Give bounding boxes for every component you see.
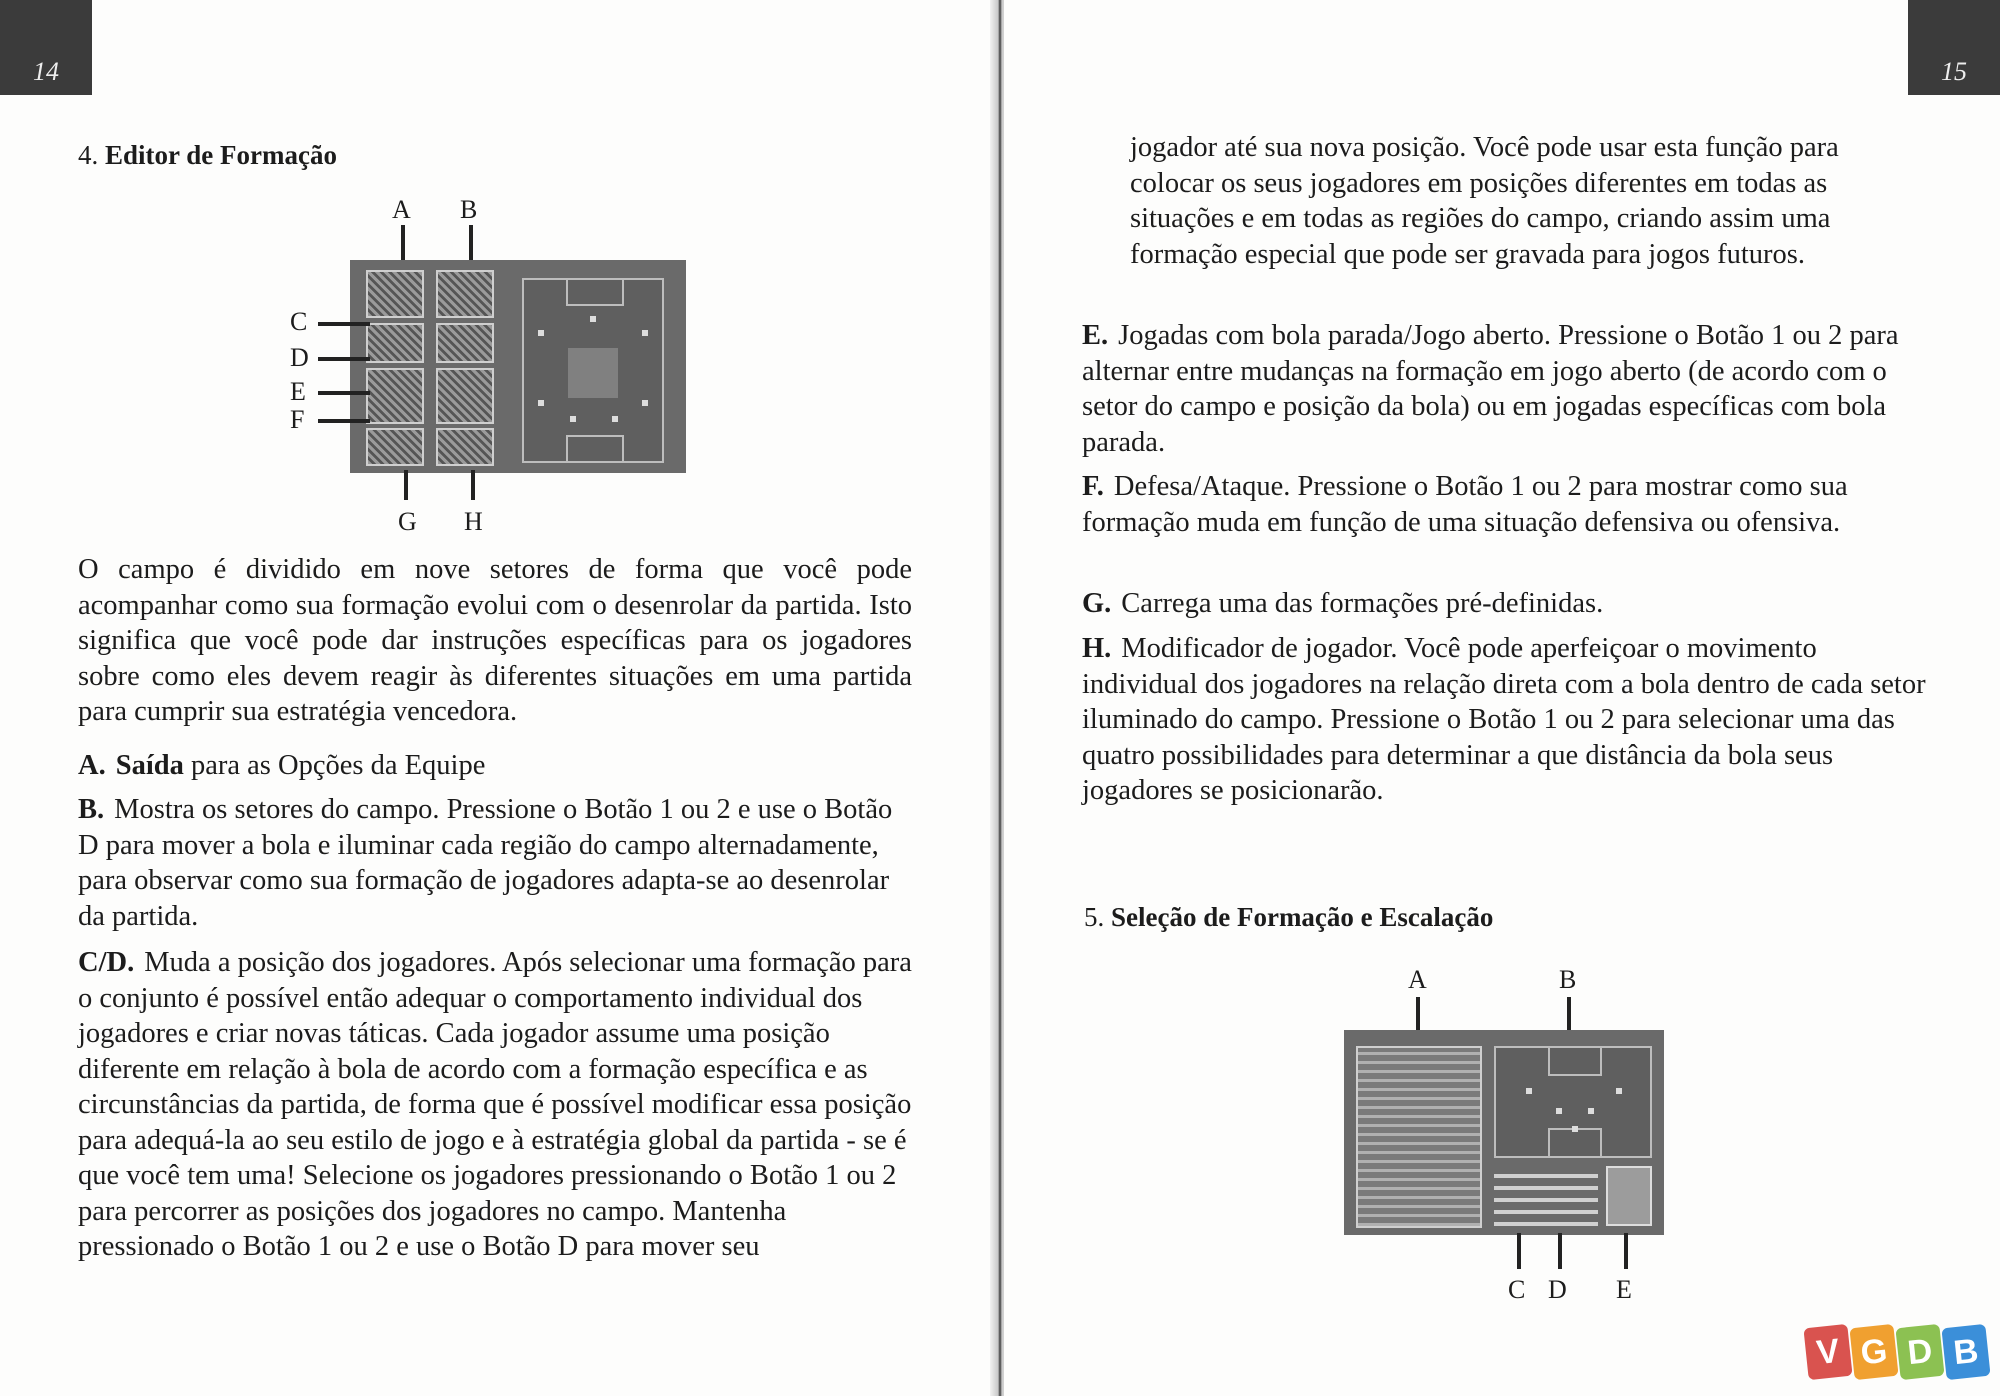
item-b: [78, 792, 918, 934]
label-c: C: [1508, 1275, 1526, 1304]
item-label: A.: [78, 750, 106, 781]
item-text: Mostra os setores do campo. Pressione o Botão 1 ou 2 e use o Botão D para mover a bola e iluminar cada região do campo alternadamente, para observar como sua formação de jogadores adapta-se ao desenrolar da partida.: [78, 794, 893, 932]
item-label: G.: [1082, 588, 1112, 619]
page-number: 14: [0, 0, 92, 95]
watermark-letter: V: [1803, 1324, 1852, 1380]
label-f: F: [290, 405, 305, 434]
right-page: [1004, 0, 2000, 1396]
watermark-letter: D: [1895, 1324, 1944, 1380]
formation-editor-figure: [280, 195, 700, 545]
label-e: E: [290, 377, 306, 406]
item-text: Carrega uma das formações pré-definidas.: [1121, 588, 1604, 619]
label-a: A: [1408, 965, 1427, 994]
label-c: C: [290, 307, 308, 336]
left-page: [0, 0, 996, 1396]
item-label: B.: [78, 794, 105, 825]
item-label: F.: [1082, 471, 1104, 502]
label-g: G: [398, 507, 417, 536]
item-text: Muda a posição dos jogadores. Após selecionar uma formação para o conjunto é possível então adequar o comportamento individual dos jogadores e criar novas táticas. Cada jogador assume uma posição diferente em relação à bola de acordo com a formação específica e as circunstâncias da partida, de forma que é possível modificar essa posição para adequá-la ao seu estilo de jogo e à estratégia global da partida - se é que você tem uma! Selecione os jogadores pressionando o Botão 1 ou 2 para percorrer as posições dos jogadores no campo. Mantenha pressionado o Botão 1 ou 2 e use o Botão D para mover seu: [78, 947, 912, 1262]
item-f: [1082, 469, 1932, 540]
vgdb-watermark-logo: [1806, 1326, 1988, 1378]
page-number: 15: [1908, 0, 2000, 95]
label-e: E: [1616, 1275, 1632, 1304]
item-text: para as Opções da Equipe: [183, 750, 486, 781]
label-b: B: [1559, 965, 1577, 994]
section-number: 4.: [78, 140, 99, 170]
item-e: [1082, 318, 1932, 460]
game-screenshot: [350, 260, 686, 473]
section-heading: [78, 140, 337, 171]
section-number: 5.: [1084, 902, 1105, 932]
continuation-paragraph: jogador até sua nova posição. Você pode usar esta função para colocar os seus jogadores em posições diferentes em todas as situações e em todas as regiões do campo, criando assim uma formação especial que pode ser gravada para jogos futuros.: [1130, 132, 1839, 270]
label-d: D: [1548, 1275, 1567, 1304]
label-d: D: [290, 343, 309, 372]
intro-paragraph: O campo é dividido em nove setores de forma que você pode acompanhar como sua formação evolui com o desenrolar da partida. Isto significa que você pode dar instruções específicas para os jogadores sobre como eles devem reagir às diferentes situações em uma partida para cumprir sua estratégia vencedora.: [78, 554, 912, 727]
item-text: Modificador de jogador. Você pode aperfeiçoar o movimento individual dos jogadores na relação direta com a bola dentro de cada setor iluminado do campo. Pressione o Botão 1 ou 2 para selecionar uma das quatro possibilidades para determinar a que distância da bola seus jogadores se posicionarão.: [1082, 633, 1926, 806]
section-heading: [1084, 902, 1493, 933]
item-bold-text: Saída: [115, 750, 184, 781]
section-title: Seleção de Formação e Escalação: [1111, 902, 1494, 932]
label-b: B: [460, 195, 478, 224]
item-text: Defesa/Ataque. Pressione o Botão 1 ou 2 para mostrar como sua formação muda em função de uma situação defensiva ou ofensiva.: [1082, 471, 1848, 538]
item-text: Jogadas com bola parada/Jogo aberto. Pressione o Botão 1 ou 2 para alternar entre mudanças na formação em jogo aberto (de acordo com o setor do campo e posição da bola) ou em jogadas específicas com bola parada.: [1082, 320, 1899, 458]
item-label: C/D.: [78, 947, 135, 978]
label-h: H: [464, 507, 483, 536]
label-a: A: [392, 195, 411, 224]
watermark-letter: G: [1849, 1324, 1898, 1380]
item-cd: [78, 945, 918, 1265]
section-title: Editor de Formação: [105, 140, 337, 170]
game-screenshot: [1344, 1030, 1664, 1235]
item-a: [78, 748, 918, 784]
watermark-letter: B: [1941, 1324, 1990, 1380]
item-h: [1082, 631, 1932, 809]
formation-selection-figure: [1334, 965, 1674, 1305]
item-label: E.: [1082, 320, 1109, 351]
item-label: H.: [1082, 633, 1112, 664]
item-g: [1082, 586, 1932, 622]
